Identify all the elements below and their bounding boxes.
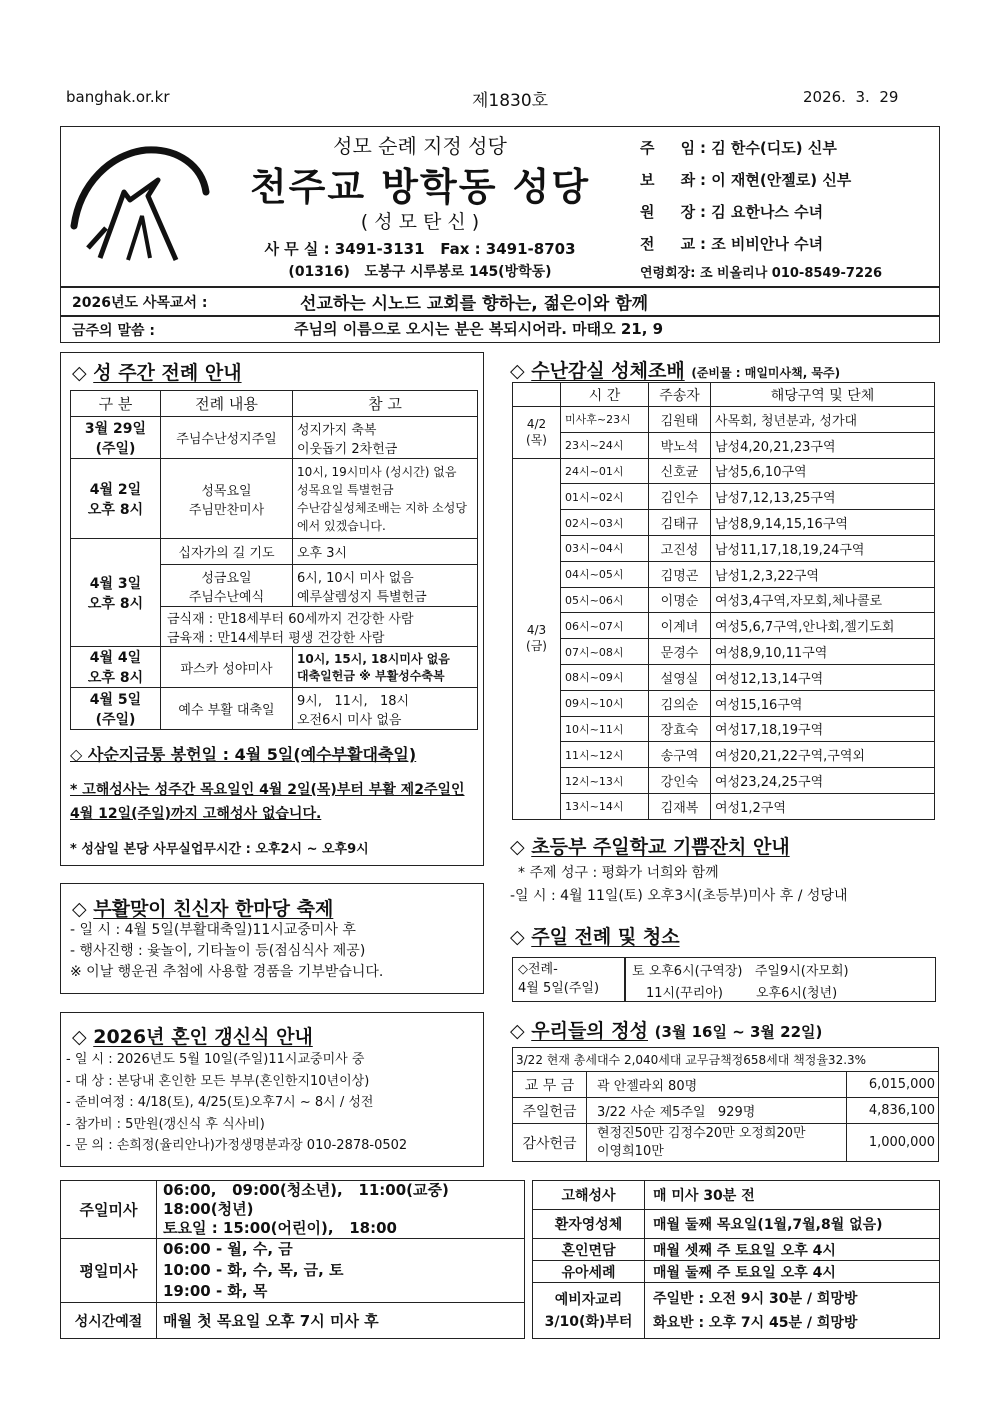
mass-schedule-table — [60, 1180, 525, 1339]
table-row: 01시~02시 김인수 남성7,12,13,25구역 — [513, 484, 935, 510]
table-row: 유아세례 매월 둘째 주 토요일 오후 4시 — [533, 1261, 940, 1283]
church-name: 천주교 방학동 성당 — [249, 165, 591, 209]
motto-text: 선교하는 시노드 교회를 향하는, 젊은이와 함께 — [300, 294, 649, 314]
sacrament-table — [532, 1180, 940, 1339]
staff-row: 원 장 : 김 요한나스 수녀 — [640, 203, 824, 221]
motto-label: 2026년도 사목교서 : — [72, 295, 208, 311]
church-logo — [66, 140, 212, 268]
table-row: 금식재 : 만18세부터 60세까지 건강한 사람 금육재 : 만14세부터 평생 건강한 사람 — [71, 607, 478, 647]
table-row: 3월 29일 (주일) 주님수난성지주일 성지가지 축복 이웃돕기 2차헌금 — [71, 417, 478, 459]
table-row: 4/3 (금) 24시~01시 신호균 남성5,6,10구역 — [513, 458, 935, 484]
table-row: 03시~04시 고진성 남성11,17,18,19,24구역 — [513, 535, 935, 561]
adoration-day: 4/2 (목) — [513, 407, 561, 459]
sunday-school-theme: * 주제 성구 : 평화가 너희와 함께 — [518, 865, 719, 881]
liturgy-line2: 11시(꾸리아) 오후6시(청년) — [646, 986, 838, 1001]
table-row: 05시~06시 이명순 여성3,4구역,자모회,체나콜로 — [513, 587, 935, 613]
festival-title: ◇ 부활맞이 친신자 한마당 축제 — [72, 898, 334, 920]
table-row: 환자영성체 매월 둘째 목요일(1월,7월,8월 없음) — [533, 1210, 940, 1239]
lent-box-notice: ◇ 사순지금통 봉헌일 : 4월 5일(예수부활대축일) — [70, 745, 417, 764]
table-row: 08시~09시 설영실 여성12,13,14구역 — [513, 664, 935, 690]
marriage-title: ◇ 2026년 혼인 갱신식 안내 — [72, 1026, 313, 1048]
patron: ( 성 모 탄 신 ) — [360, 211, 480, 233]
header-subtitle: 성모 순례 지정 성당 — [333, 134, 507, 158]
table-row: 예비자교리 3/10(화)부터 주일반 : 오전 9시 30분 / 희망방 화요반 : 오후 7시 45분 / 희망방 — [533, 1283, 940, 1339]
table-row: 감사헌금 현정진50만 김정수20만 오정희20만 이영희10만 1,000,000 — [513, 1124, 939, 1162]
table-row: 06시~07시 이계녀 여성5,6,7구역,안나회,젤기도회 — [513, 613, 935, 639]
sunday-school-title: ◇ 초등부 주일학교 기쁨잔치 안내 — [510, 836, 790, 858]
table-row: 4/2 (목) 미사후~23시 김원태 사목회, 청년분과, 성가대 — [513, 407, 935, 433]
office-address: (01316) 도봉구 시루봉로 145(방학동) — [288, 264, 552, 280]
offering-summary: 3/22 현재 총세대수 2,040세대 교무금책정658세대 책정율32.3% — [513, 1048, 939, 1072]
table-row: 07시~08시 문경수 여성8,9,10,11구역 — [513, 639, 935, 665]
table-row: 11시~12시 송구역 여성20,21,22구역,구역외 — [513, 742, 935, 768]
word-text: 주님의 이름으로 오시는 분은 복되시어라. 마태오 21, 9 — [294, 320, 664, 338]
adoration-title: ◇ 수난감실 성체조배 (준비물 : 매일미사책, 묵주) — [510, 360, 841, 382]
site-url[interactable]: banghak.or.kr — [66, 88, 170, 106]
liturgy-label: ◇전례- 4월 5일(주일) — [518, 962, 600, 996]
council-contact: 연령회장: 조 비올리나 010-8549-7226 — [640, 266, 883, 281]
table-row: 주일미사 06:00, 09:00(청소년), 11:00(교중) 18:00(청년) 토요일 : 15:00(어린이), 18:00 — [61, 1181, 525, 1239]
liturgy-title: ◇ 주일 전례 및 청소 — [510, 926, 680, 948]
table-row: 12시~13시 강인숙 여성23,24,25구역 — [513, 768, 935, 794]
table-row: 09시~10시 김의순 여성15,16구역 — [513, 690, 935, 716]
staff-row: 보 좌 : 이 재현(안젤로) 신부 — [640, 171, 852, 189]
holy-week-title: ◇ 성 주간 전례 안내 — [72, 362, 242, 384]
table-row: 교 무 금 곽 안젤라외 80명 6,015,000 — [513, 1072, 939, 1098]
table-row: 4월 3일 오후 8시 십자가의 길 기도 오후 3시 — [71, 539, 478, 565]
liturgy-line1: 토 오후6시(구역장) 주일9시(자모회) — [632, 964, 849, 979]
word-label: 금주의 말씀 : — [72, 323, 155, 339]
table-row: 성시간예절 매월 첫 목요일 오후 7시 미사 후 — [61, 1303, 525, 1339]
marriage-lines: - 일 시 : 2026년도 5월 10일(주일)11시교중미사 중 - 대 상 : 본당내 혼인한 모든 부부(혼인한지10년이상) - 준비여정 : 4/18(토), 4/25(토)오후7시 ~ 8시 / 성전 - 참가비 : 5만원(갱신식 후 식사비) - 문 의 : 손희정(율리안나)가정생명분과장 010-2878-0502 — [66, 1052, 408, 1153]
staff-row: 주 임 : 김 한수(디도) 신부 — [640, 139, 837, 157]
issue-number: 제1830호 — [472, 91, 549, 111]
staff-row: 전 교 : 조 비비안나 수녀 — [640, 235, 824, 253]
table-row: 4월 4일 오후 8시 파스카 성야미사 10시, 15시, 18시미사 없음 대축일헌금 ※ 부활성수축복 — [71, 647, 478, 688]
table-row: 주일헌금 3/22 사순 제5주일 929명 4,836,100 — [513, 1098, 939, 1124]
table-row: 4월 5일 (주일) 예수 부활 대축일 9시, 11시, 18시 오전6시 미사 없음 — [71, 688, 478, 730]
office-hours-notice: * 성삼일 본당 사무실업무시간 : 오후2시 ~ 오후9시 — [70, 842, 369, 857]
table-row: 성금요일 주님수난예식 6시, 10시 미사 없음 예루살렘성지 특별헌금 — [71, 565, 478, 607]
holy-week-table: 구 분 전례 내용 참 고 3월 29일 (주일) 주님수난성지주일 성지가지 축복 이웃돕기 2차헌금 4월 2일 오후 8시 성목요일 주님만찬미사 10시, 19시미사 (성시간) 없음 성목요일 특별헌금 수난감실성체조배는 지하 소성당에서 있겠습니다. 4월 3일 오후 8시 십자가의 길 기도 오후 3시 성금요일 주님수난예식 6시, 10시 미사 없음 예루살렘성지 특별헌금 금식재 : 만18세부터 60세까지 건강한 사람 금육재 : 만14세부터 평생 건강한 사람 4월 4일 오후 8시 파스카 성야미사 10시, 15시, 18시미사 없음 대축일헌금 ※ 부활성수축복 4월 5일 (주일) 예수 부활 대축일 9시, 11시, 18시 오전6시 미사 없음 — [70, 390, 478, 730]
table-row: 23시~24시 박노석 남성4,20,21,23구역 — [513, 432, 935, 458]
sunday-school-date: -일 시 : 4월 11일(토) 오후3시(초등부)미사 후 / 성당내 — [510, 888, 848, 904]
table-row: 02시~03시 김태규 남성8,9,14,15,16구역 — [513, 510, 935, 536]
adoration-day: 4/3 (금) — [513, 458, 561, 819]
offering-title: ◇ 우리들의 정성 (3월 16일 ~ 3월 22일) — [510, 1020, 823, 1042]
table-row: 13시~14시 김재복 여성1,2구역 — [513, 793, 935, 819]
table-row: 고해성사 매 미사 30분 전 — [533, 1181, 940, 1210]
table-row: 혼인면담 매월 셋째 주 토요일 오후 4시 — [533, 1239, 940, 1261]
table-row: 10시~11시 장효숙 여성17,18,19구역 — [513, 716, 935, 742]
table-row: 04시~05시 김명곤 남성1,2,3,22구역 — [513, 561, 935, 587]
staff-list — [640, 132, 851, 260]
confession-notice: * 고해성사는 성주간 목요일인 4월 2일(목)부터 부활 제2주일인 4월 12일(주일)까지 고해성사 없습니다. — [70, 782, 465, 822]
office-phone: 사 무 실 : 3491-3131 Fax : 3491-8703 — [264, 240, 576, 258]
table-row: 4월 2일 오후 8시 성목요일 주님만찬미사 10시, 19시미사 (성시간) 없음 성목요일 특별헌금 수난감실성체조배는 지하 소성당에서 있겠습니다. — [71, 459, 478, 539]
adoration-table: 시 간 주송자 해당구역 및 단체 4/2 (목) 미사후~23시 김원태 사목회, 청년분과, 성가대 23시~24시 박노석 남성4,20,21,23구역 4/3 (금) 24시~01시 신호균 남성5,6,10구역 01시~02시 김인수 남성7,12,13,25구역 02시~03시 김태규 남성8,9,14,15,16구역 03시~04시 고진성 남성11,17,18,19,24구역 04시~05시 김명곤 남성1,2,3,22구역 05시~06시 이명순 여성3,4구역,자모회,체나콜로 06시~07시 이계녀 여성5,6,7구역,안나회,젤기도회 07시~08시 문경수 여성8,9,10,11구역 08시~09시 설영실 여성12,13,14구역 09시~10시 김의순 여성15,16구역 10시~11시 장효숙 여성17,18,19구역 11시~12시 송구역 여성20,21,22구역,구역외 12시~13시 강인숙 여성23,24,25구역 13시~14시 김재복 여성1,2구역 — [512, 382, 935, 820]
offering-table — [512, 1047, 939, 1162]
festival-lines: - 일 시 : 4월 5일(부활대축일)11시교중미사 후 - 행사진행 : 윷놀이, 기타놀이 등(점심식사 제공) ※ 이날 행운권 추첨에 사용할 경품을 기부받습니다. — [70, 922, 384, 980]
table-row: 평일미사 06:00 - 월, 수, 금 10:00 - 화, 수, 목, 금, 토 19:00 - 화, 목 — [61, 1239, 525, 1303]
issue-date: 2026. 3. 29 — [803, 88, 899, 106]
